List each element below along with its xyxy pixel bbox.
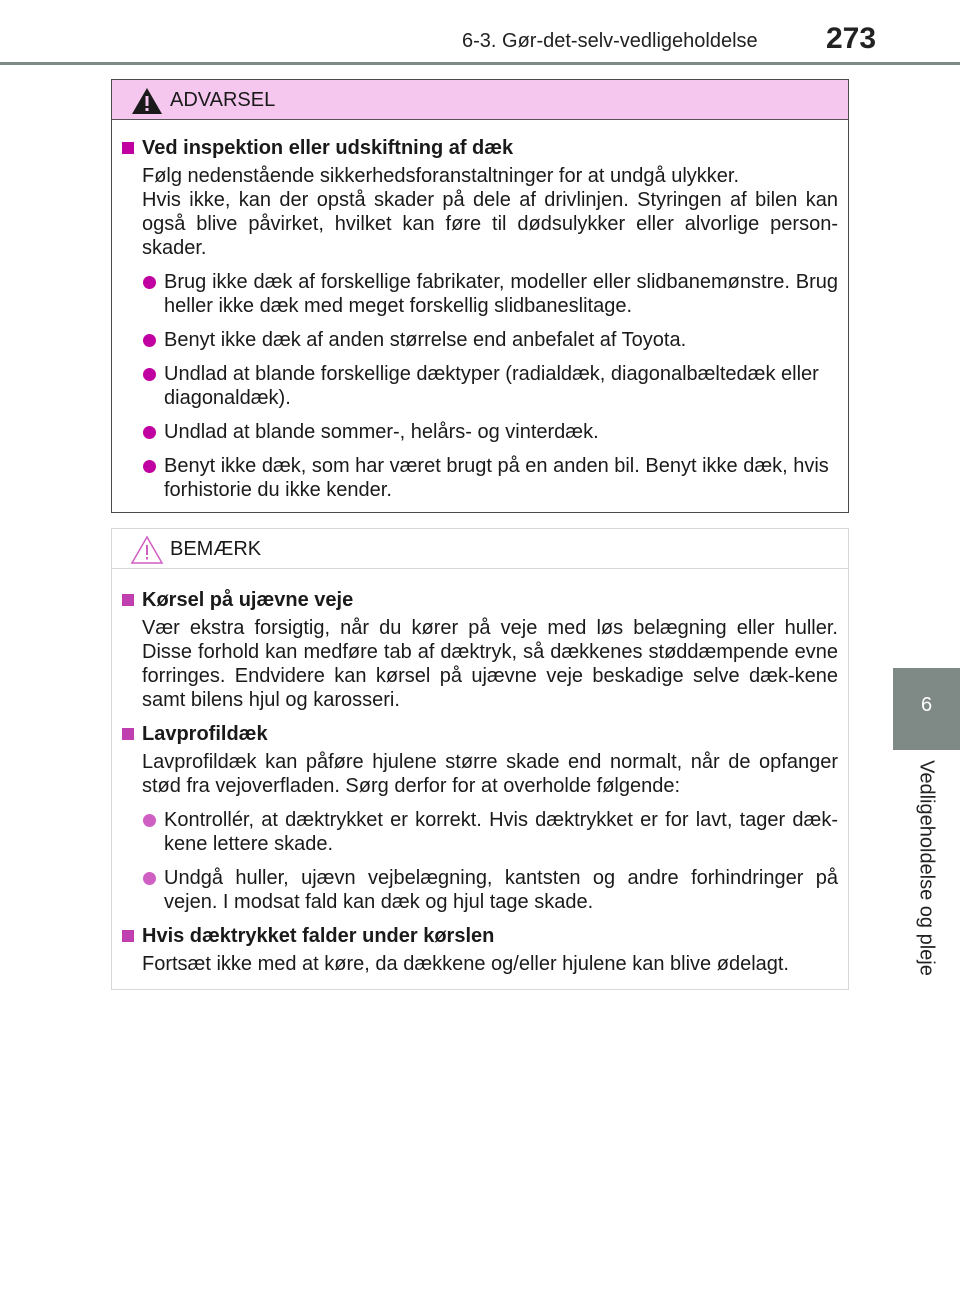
- square-bullet-icon: [122, 728, 134, 740]
- warning-bullet: [120, 328, 838, 352]
- circle-bullet-icon: [143, 334, 156, 347]
- section-title: 6-3. Gør-det-selv-vedligeholdelse: [462, 30, 758, 52]
- note-heading-text: Kørsel på ujævne veje: [142, 589, 354, 611]
- circle-bullet-icon: [143, 814, 156, 827]
- square-bullet-icon: [122, 930, 134, 942]
- warning-triangle-icon: [130, 86, 164, 116]
- warning-heading-text: Ved inspektion eller udskiftning af dæk: [142, 137, 514, 159]
- warning-bullet-text: Benyt ikke dæk, som har været brugt på en anden bil. Benyt ikke dæk, hvis forhistorie du ikke kender.: [164, 455, 829, 501]
- circle-bullet-icon: [143, 872, 156, 885]
- circle-bullet-icon: [143, 276, 156, 289]
- note-bullet-text: Kontrollér, at dæktrykket er korrekt. Hvis dæktrykket er for lavt, tager dæk-kene lettere skade.: [164, 809, 838, 855]
- warning-header: [112, 80, 848, 120]
- warning-title: ADVARSEL: [170, 89, 276, 111]
- note-paragraph: Fortsæt ikke med at køre, da dækkene og/eller hjulene kan blive ødelagt.: [142, 953, 789, 975]
- circle-bullet-icon: [143, 368, 156, 381]
- circle-bullet-icon: [143, 460, 156, 473]
- warning-content: [112, 120, 848, 502]
- note-heading: [120, 722, 838, 746]
- warning-box: [111, 79, 849, 513]
- note-paragraph: Vær ekstra forsigtig, når du kører på veje med løs belægning eller huller. Disse forhold kan medføre tab af dæktryk, så dækkenes støddæmpende evne forringes. Endvidere kan kørsel på ujævne veje beskadige selve dæk-kene samt bilens hjul og karosseri.: [142, 617, 838, 711]
- warning-line: Hvis ikke, kan der opstå skader på dele af drivlinjen. Styringen af bilen kan også blive påvirket, hvilket kan føre til dødsulykker eller alvorlige person-skader.: [142, 189, 838, 259]
- note-box: [111, 528, 849, 990]
- warning-paragraph: [120, 164, 838, 260]
- note-heading: [120, 924, 838, 948]
- note-content: [112, 569, 848, 976]
- note-header: [112, 529, 848, 569]
- circle-bullet-icon: [143, 426, 156, 439]
- warning-bullet-text: Undlad at blande sommer-, helårs- og vinterdæk.: [164, 421, 599, 443]
- warning-bullet: [120, 420, 838, 444]
- note-bullet: [120, 808, 838, 856]
- chapter-number: 6: [920, 694, 933, 716]
- chapter-title: Vedligeholdelse og pleje: [915, 760, 938, 976]
- square-bullet-icon: [122, 142, 134, 154]
- warning-bullet: [120, 362, 838, 410]
- chapter-tab: [893, 668, 960, 750]
- warning-line: Følg nedenstående sikkerhedsforanstaltninger for at undgå ulykker.: [142, 165, 740, 187]
- header-rule: [0, 62, 960, 65]
- note-heading: [120, 588, 838, 612]
- warning-bullet-text: Brug ikke dæk af forskellige fabrikater, modeller eller slidbanemønstre. Brug heller ikke dæk med meget forskellig slidbaneslitage.: [164, 271, 838, 317]
- page-number: 273: [826, 22, 877, 55]
- caution-triangle-icon: [130, 535, 164, 565]
- note-heading-text: Lavprofildæk: [142, 723, 268, 745]
- note-title: BEMÆRK: [170, 538, 262, 560]
- warning-bullet-text: Benyt ikke dæk af anden størrelse end anbefalet af Toyota.: [164, 329, 687, 351]
- note-bullet: [120, 866, 838, 914]
- warning-bullet: [120, 454, 838, 502]
- warning-bullet-text: Undlad at blande forskellige dæktyper (radialdæk, diagonalbæltedæk eller diagonaldæk).: [164, 363, 819, 409]
- warning-bullet: [120, 270, 838, 318]
- note-bullet-text: Undgå huller, ujævn vejbelægning, kantsten og andre forhindringer på vejen. I modsat fald kan dæk og hjul tage skade.: [164, 867, 838, 913]
- note-paragraph: Lavprofildæk kan påføre hjulene større skade end normalt, når de opfanger stød fra vejoverfladen. Sørg derfor for at overholde følgende:: [142, 751, 838, 797]
- square-bullet-icon: [122, 594, 134, 606]
- note-heading-text: Hvis dæktrykket falder under kørslen: [142, 925, 495, 947]
- warning-heading: [120, 136, 838, 160]
